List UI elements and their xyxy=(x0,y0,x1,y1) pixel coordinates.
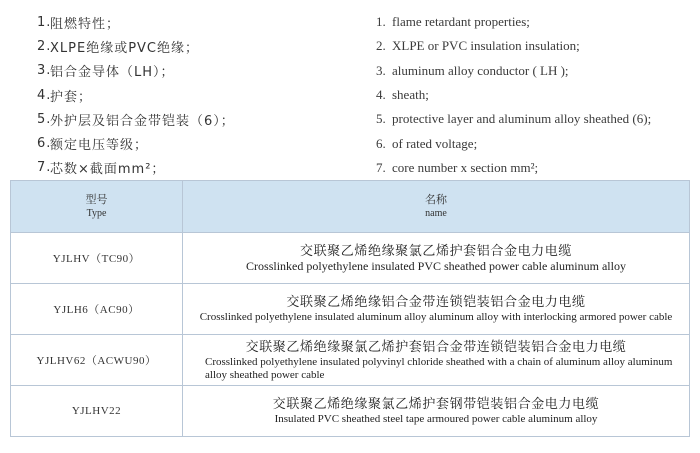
name-cell xyxy=(183,335,690,386)
en-item-text: of rated voltage; xyxy=(392,135,478,151)
cn-list-item xyxy=(37,83,357,107)
en-list-item xyxy=(376,107,696,131)
table-header-row xyxy=(11,181,690,233)
cn-item-number: 5. xyxy=(37,111,52,127)
cn-item-number: 2. xyxy=(37,38,52,54)
cn-item-text: 芯数×截面mm²； xyxy=(50,162,166,178)
name-cell xyxy=(183,233,690,284)
cn-list-item xyxy=(37,34,357,58)
cn-item-text: 额定电压等级； xyxy=(50,138,149,154)
cn-list-item xyxy=(37,10,357,34)
name-cn: 交联聚乙烯绝缘聚氯乙烯护套铝合金带连锁铠装铝合金电力电缆 xyxy=(245,339,627,355)
en-list-item xyxy=(376,59,696,83)
en-list-item xyxy=(376,156,696,180)
cn-list-item xyxy=(37,156,357,180)
en-list-item xyxy=(376,10,696,34)
name-header-en: name xyxy=(425,207,447,219)
name-header-cn: 名称 xyxy=(425,192,447,206)
chinese-feature-list xyxy=(37,10,357,180)
cn-item-text: 护套； xyxy=(50,89,93,105)
cable-type-table xyxy=(10,180,690,437)
table-row xyxy=(11,386,690,437)
en-list-item xyxy=(376,83,696,107)
cn-item-text: 铝合金导体（LH）； xyxy=(50,65,175,81)
cn-item-number: 4. xyxy=(37,87,52,103)
name-en: Crosslinked polyethylene insulated PVC sheathed power cable aluminum alloy xyxy=(246,259,626,273)
english-feature-list xyxy=(376,10,696,180)
en-list-item xyxy=(376,34,696,58)
cn-list-item xyxy=(37,107,357,131)
en-item-text: flame retardant properties; xyxy=(392,14,530,30)
type-header-cn: 型号 xyxy=(85,192,108,206)
type-cell: YJLHV62（ACWU90） xyxy=(11,335,183,386)
cn-item-number: 1. xyxy=(37,14,52,30)
cable-table xyxy=(10,180,690,437)
cn-list-item xyxy=(37,59,357,83)
en-item-text: protective layer and aluminum alloy sheathed (6); xyxy=(392,111,652,127)
table-row xyxy=(11,284,690,335)
name-en: Insulated PVC sheathed steel tape armoured power cable aluminum alloy xyxy=(274,413,598,425)
name-cn: 交联聚乙烯绝缘聚氯乙烯护套钢带铠装铝合金电力电缆 xyxy=(272,397,600,412)
en-item-number: 3. xyxy=(376,62,386,78)
en-item-number: 6. xyxy=(376,135,386,151)
en-item-text: aluminum alloy conductor ( LH ); xyxy=(392,62,569,78)
en-item-text: core number x section mm²; xyxy=(392,159,539,175)
cn-item-text: 阻燃特性； xyxy=(50,16,121,32)
table-row xyxy=(11,335,690,386)
en-item-number: 4. xyxy=(376,87,386,103)
cn-item-number: 7. xyxy=(37,160,52,176)
cn-item-number: 3. xyxy=(37,63,52,79)
name-en: Crosslinked polyethylene insulated aluminum alloy aluminum alloy with interlocking armored power cable xyxy=(199,311,673,323)
table-row xyxy=(11,233,690,284)
en-item-number: 5. xyxy=(376,111,386,127)
cn-item-number: 6. xyxy=(37,136,52,152)
name-en: Crosslinked polyethylene insulated polyvinyl chloride sheathed with a chain of aluminum alloy aluminum alloy sheathed power cable xyxy=(205,355,673,381)
name-cn: 交联聚乙烯绝缘聚氯乙烯护套铝合金电力电缆 xyxy=(299,244,572,259)
name-column-header xyxy=(183,181,690,233)
type-cell: YJLH6（AC90） xyxy=(11,284,183,335)
en-item-number: 1. xyxy=(376,14,386,30)
en-item-text: sheath; xyxy=(392,87,429,103)
cn-item-text: XLPE绝缘或PVC绝缘； xyxy=(50,40,200,56)
name-cell xyxy=(183,284,690,335)
type-cell: YJLHV（TC90） xyxy=(11,233,183,284)
name-cn: 交联聚乙烯绝缘铝合金带连锁铠装铝合金电力电缆 xyxy=(286,295,586,310)
en-item-text: XLPE or PVC insulation insulation; xyxy=(392,38,580,54)
name-cell xyxy=(183,386,690,437)
en-item-number: 2. xyxy=(376,38,386,54)
en-list-item xyxy=(376,131,696,155)
type-cell: YJLHV22 xyxy=(11,386,183,437)
type-header-en: Type xyxy=(86,207,107,219)
en-item-number: 7. xyxy=(376,159,386,175)
cn-list-item xyxy=(37,131,357,155)
type-column-header xyxy=(11,181,183,233)
cn-item-text: 外护层及铝合金带铠装（6）； xyxy=(50,113,235,129)
